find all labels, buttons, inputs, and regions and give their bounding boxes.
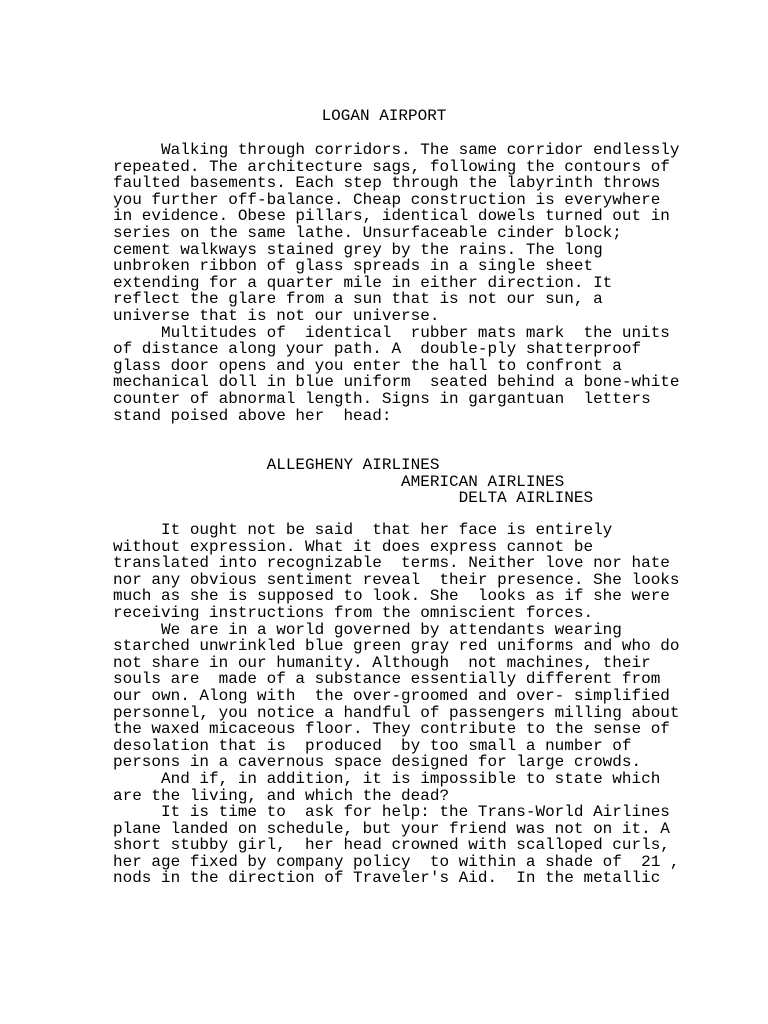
airline-sign-line: AMERICAN AIRLINES xyxy=(113,472,565,491)
text-line: in evidence. Obese pillars, identical dowels turned out in xyxy=(113,207,670,226)
text-line: faulted basements. Each step through the labyrinth throws xyxy=(113,174,661,193)
text-line: starched unwrinkled blue green gray red uniforms and who do xyxy=(113,637,680,656)
text-line: series on the same lathe. Unsurfaceable cinder block; xyxy=(113,223,622,242)
text-line: mechanical doll in blue uniform seated behind a bone-white xyxy=(113,373,680,392)
text-line: universe that is not our universe. xyxy=(113,306,440,325)
text-line: And if, in addition, it is impossible to state which xyxy=(113,769,661,788)
text-line: short stubby girl, her head crowned with scalloped curls, xyxy=(113,836,670,855)
text-line: counter of abnormal length. Signs in gargantuan letters xyxy=(113,389,651,408)
text-line: personnel, you notice a handful of passengers milling about xyxy=(113,703,680,722)
text-line: plane landed on schedule, but your friend was not on it. A xyxy=(113,819,670,838)
text-line: souls are made of a substance essentially different from xyxy=(113,670,661,689)
text-line: much as she is supposed to look. She looks as if she were xyxy=(113,587,670,606)
text-line: are the living, and which the dead? xyxy=(113,786,450,805)
text-line: We are in a world governed by attendants wearing xyxy=(113,620,622,639)
text-line: cement walkways stained grey by the rains. The long xyxy=(113,240,603,259)
text-line: It is time to ask for help: the Trans-World Airlines xyxy=(113,803,670,822)
text-line: nods in the direction of Traveler's Aid. In the metallic xyxy=(113,869,661,888)
body-text-section-1 xyxy=(113,141,680,425)
text-line: desolation that is produced by too small a number of xyxy=(113,736,632,755)
text-line: Walking through corridors. The same corridor endlessly xyxy=(113,141,680,159)
text-line: translated into recognizable terms. Neither love nor hate xyxy=(113,554,670,573)
text-line: persons in a cavernous space designed for large crowds. xyxy=(113,753,642,772)
text-line: Multitudes of identical rubber mats mark the units xyxy=(113,323,670,342)
text-line: her age fixed by company policy to within a shade of 21 , xyxy=(113,852,680,871)
text-line: of distance along your path. A double-ply shatterproof xyxy=(113,340,642,359)
airline-sign-line: ALLEGHENY AIRLINES xyxy=(113,456,440,474)
airline-signs xyxy=(113,457,673,507)
text-line: stand poised above her head: xyxy=(113,406,392,425)
text-line: you further off-balance. Cheap construction is everywhere xyxy=(113,190,661,209)
airline-sign-line: DELTA AIRLINES xyxy=(113,489,594,508)
text-line: the waxed micaceous floor. They contribute to the sense of xyxy=(113,720,670,739)
text-line: glass door opens and you enter the hall to confront a xyxy=(113,356,622,375)
text-line: reflect the glare from a sun that is not our sun, a xyxy=(113,290,603,309)
text-line: extending for a quarter mile in either direction. It xyxy=(113,273,613,292)
text-line: It ought not be said that her face is entirely xyxy=(113,521,613,539)
text-line: our own. Along with the over-groomed and over- simplified xyxy=(113,686,670,705)
text-line: without expression. What it does express cannot be xyxy=(113,537,594,556)
text-line: receiving instructions from the omniscient forces. xyxy=(113,603,594,622)
text-line: not share in our humanity. Although not machines, their xyxy=(113,653,651,672)
page-title: LOGAN AIRPORT xyxy=(321,107,447,125)
body-text-section-2 xyxy=(113,521,680,888)
text-line: nor any obvious sentiment reveal their presence. She looks xyxy=(113,570,680,589)
text-line: repeated. The architecture sags, following the contours of xyxy=(113,157,670,176)
text-line: unbroken ribbon of glass spreads in a single sheet xyxy=(113,257,594,276)
